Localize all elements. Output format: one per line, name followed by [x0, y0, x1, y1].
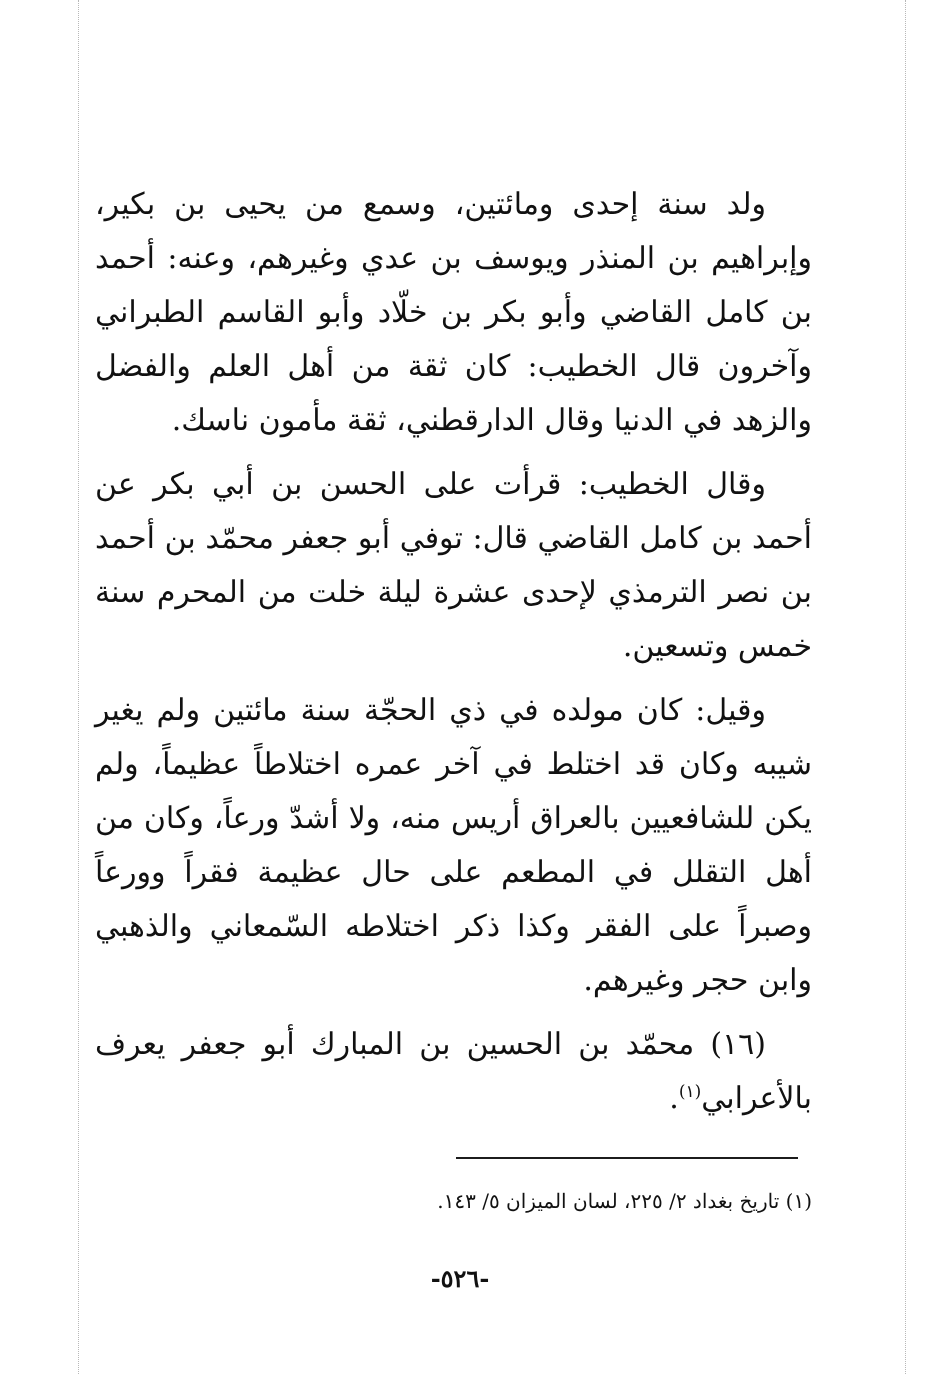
footnote-separator [456, 1157, 798, 1159]
paragraph-2: وقال الخطيب: قرأت على الحسن بن أبي بكر عن أحمد بن كامل القاضي قال: توفي أبو جعفر محمّد بن أحمد بن نصر الترمذي لإحدى عشرة ليلة خلت من المحرم سنة خمس وتسعين. [95, 467, 812, 664]
footnote-reference-marker[interactable]: (١) [678, 1082, 702, 1102]
biography-entry-heading [95, 1018, 812, 1126]
scan-edge-right [905, 0, 906, 1374]
main-text [95, 178, 812, 1126]
entry-end-punctuation: . [669, 1081, 679, 1116]
entry-text: (١٦) محمّد بن الحسين بن المبارك أبو جعفر يعرف بالأعرابي [95, 1027, 812, 1116]
footnote: (١) تاريخ بغداد ٢/ ٢٢٥، لسان الميزان ٥/ ١٤٣. [437, 1189, 812, 1213]
paragraph-3: وقيل: كان مولده في ذي الحجّة سنة مائتين ولم يغير شيبه وكان قد اختلط في آخر عمره اختلاطاً عظيماً، ولم يكن للشافعيين بالعراق أريس منه، ولا أشدّ ورعاً، وكان من أهل التقلل في المطعم على حال عظيمة فقراً وورعاً وصبراً على الفقر وكذا ذكر اختلاطه السّمعاني والذهبي وابن حجر وغيرهم. [95, 693, 812, 998]
scan-edge-left [78, 0, 79, 1374]
page-number: -٥٢٦- [430, 1264, 490, 1293]
paragraph-1: ولد سنة إحدى ومائتين، وسمع من يحيى بن بكير، وإبراهيم بن المنذر ويوسف بن عدي وغيرهم، وعنه: أحمد بن كامل القاضي وأبو بكر بن خلّاد وأبو القاسم الطبراني وآخرون قال الخطيب: كان ثقة من أهل العلم والفضل والزهد في الدنيا وقال الدارقطني، ثقة مأمون ناسك. [95, 187, 812, 438]
